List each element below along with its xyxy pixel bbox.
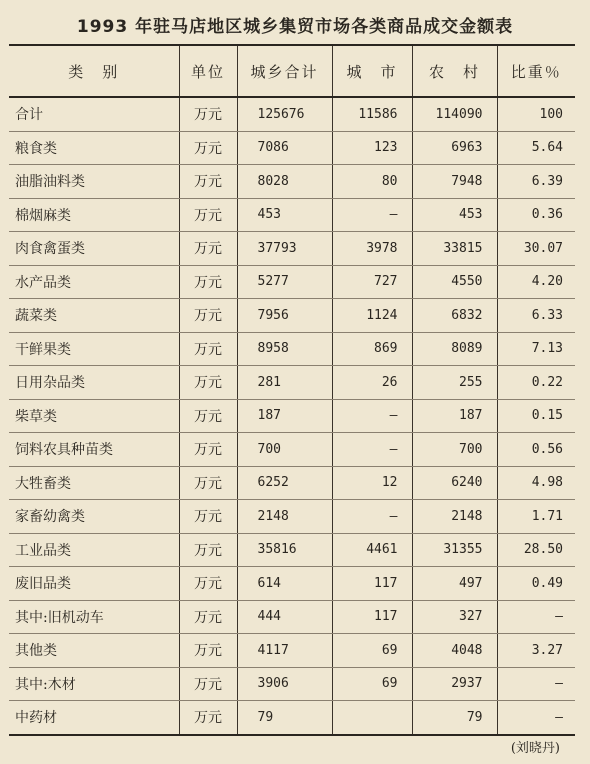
row-rural: 2937 <box>412 667 497 701</box>
row-ratio: — <box>497 600 575 634</box>
commodity-table <box>9 44 575 736</box>
row-total: 35816 <box>237 533 332 567</box>
row-total: 7956 <box>237 299 332 333</box>
row-category: 中药材 <box>9 701 179 735</box>
row-unit: 万元 <box>179 165 237 199</box>
table-row <box>9 500 575 534</box>
table-row <box>9 701 575 735</box>
table-row <box>9 399 575 433</box>
row-category: 水产品类 <box>9 265 179 299</box>
row-unit: 万元 <box>179 232 237 266</box>
row-unit: 万元 <box>179 97 237 131</box>
row-unit: 万元 <box>179 500 237 534</box>
row-rural: 6832 <box>412 299 497 333</box>
row-total: 453 <box>237 198 332 232</box>
row-city: 1124 <box>332 299 412 333</box>
row-category: 其他类 <box>9 634 179 668</box>
row-city: 69 <box>332 667 412 701</box>
table-row <box>9 131 575 165</box>
row-total: 6252 <box>237 466 332 500</box>
row-total: 187 <box>237 399 332 433</box>
row-rural: 79 <box>412 701 497 735</box>
row-total: 125676 <box>237 97 332 131</box>
row-unit: 万元 <box>179 667 237 701</box>
row-category: 棉烟麻类 <box>9 198 179 232</box>
row-unit: 万元 <box>179 533 237 567</box>
row-city: — <box>332 399 412 433</box>
row-city: 123 <box>332 131 412 165</box>
row-ratio: — <box>497 701 575 735</box>
row-total: 4117 <box>237 634 332 668</box>
row-unit: 万元 <box>179 433 237 467</box>
row-rural: 114090 <box>412 97 497 131</box>
row-unit: 万元 <box>179 131 237 165</box>
row-unit: 万元 <box>179 265 237 299</box>
table-row <box>9 634 575 668</box>
row-city: — <box>332 500 412 534</box>
row-city: 12 <box>332 466 412 500</box>
row-unit: 万元 <box>179 600 237 634</box>
row-category: 其中:旧机动车 <box>9 600 179 634</box>
row-total: 2148 <box>237 500 332 534</box>
row-total: 3906 <box>237 667 332 701</box>
table-row <box>9 533 575 567</box>
table-row <box>9 265 575 299</box>
header-rural: 农 村 <box>412 45 497 97</box>
row-city: 117 <box>332 567 412 601</box>
row-category: 饲料农具种苗类 <box>9 433 179 467</box>
table-row <box>9 332 575 366</box>
row-total: 8028 <box>237 165 332 199</box>
row-ratio: — <box>497 667 575 701</box>
row-total: 5277 <box>237 265 332 299</box>
row-ratio: 28.50 <box>497 533 575 567</box>
row-total: 79 <box>237 701 332 735</box>
table-row <box>9 567 575 601</box>
row-ratio: 7.13 <box>497 332 575 366</box>
row-rural: 7948 <box>412 165 497 199</box>
table-row <box>9 466 575 500</box>
row-category: 干鲜果类 <box>9 332 179 366</box>
row-unit: 万元 <box>179 466 237 500</box>
row-rural: 4048 <box>412 634 497 668</box>
row-category: 粮食类 <box>9 131 179 165</box>
table-body <box>9 97 575 735</box>
table-row <box>9 97 575 131</box>
table-row <box>9 299 575 333</box>
row-rural: 453 <box>412 198 497 232</box>
author-credit: (刘晓丹) <box>510 741 560 756</box>
row-category: 工业品类 <box>9 533 179 567</box>
row-unit: 万元 <box>179 634 237 668</box>
row-total: 444 <box>237 600 332 634</box>
row-city <box>332 701 412 735</box>
row-ratio: 0.36 <box>497 198 575 232</box>
row-city: 26 <box>332 366 412 400</box>
row-category: 油脂油料类 <box>9 165 179 199</box>
row-category: 大牲畜类 <box>9 466 179 500</box>
row-ratio: 0.15 <box>497 399 575 433</box>
row-unit: 万元 <box>179 198 237 232</box>
row-category: 肉食禽蛋类 <box>9 232 179 266</box>
header-ratio: 比重％ <box>497 45 575 97</box>
row-city: 869 <box>332 332 412 366</box>
row-city: — <box>332 433 412 467</box>
row-city: 4461 <box>332 533 412 567</box>
row-ratio: 4.98 <box>497 466 575 500</box>
row-city: 80 <box>332 165 412 199</box>
row-total: 37793 <box>237 232 332 266</box>
row-category: 柴草类 <box>9 399 179 433</box>
row-total: 614 <box>237 567 332 601</box>
row-ratio: 3.27 <box>497 634 575 668</box>
row-total: 700 <box>237 433 332 467</box>
row-rural: 6240 <box>412 466 497 500</box>
row-unit: 万元 <box>179 701 237 735</box>
row-ratio: 0.22 <box>497 366 575 400</box>
row-rural: 31355 <box>412 533 497 567</box>
row-city: 11586 <box>332 97 412 131</box>
row-rural: 187 <box>412 399 497 433</box>
row-ratio: 0.49 <box>497 567 575 601</box>
row-city: 117 <box>332 600 412 634</box>
row-total: 8958 <box>237 332 332 366</box>
header-unit: 单位 <box>179 45 237 97</box>
row-unit: 万元 <box>179 332 237 366</box>
row-total: 7086 <box>237 131 332 165</box>
table-row <box>9 198 575 232</box>
row-ratio: 100 <box>497 97 575 131</box>
row-city: 3978 <box>332 232 412 266</box>
table-row <box>9 433 575 467</box>
row-category: 家畜幼禽类 <box>9 500 179 534</box>
table-row <box>9 667 575 701</box>
row-city: 727 <box>332 265 412 299</box>
row-unit: 万元 <box>179 366 237 400</box>
row-category: 蔬菜类 <box>9 299 179 333</box>
header-category: 类 别 <box>9 45 179 97</box>
row-unit: 万元 <box>179 567 237 601</box>
row-ratio: 4.20 <box>497 265 575 299</box>
row-ratio: 5.64 <box>497 131 575 165</box>
row-rural: 700 <box>412 433 497 467</box>
table-row <box>9 165 575 199</box>
row-ratio: 6.33 <box>497 299 575 333</box>
row-ratio: 0.56 <box>497 433 575 467</box>
row-rural: 6963 <box>412 131 497 165</box>
table-row <box>9 366 575 400</box>
row-rural: 2148 <box>412 500 497 534</box>
table-row <box>9 600 575 634</box>
header-total: 城乡合计 <box>237 45 332 97</box>
row-category: 废旧品类 <box>9 567 179 601</box>
row-unit: 万元 <box>179 299 237 333</box>
row-city: 69 <box>332 634 412 668</box>
row-rural: 4550 <box>412 265 497 299</box>
row-unit: 万元 <box>179 399 237 433</box>
row-rural: 327 <box>412 600 497 634</box>
row-category: 其中:木材 <box>9 667 179 701</box>
row-rural: 497 <box>412 567 497 601</box>
row-rural: 8089 <box>412 332 497 366</box>
row-category: 合计 <box>9 97 179 131</box>
header-city: 城 市 <box>332 45 412 97</box>
page-title: 1993 年驻马店地区城乡集贸市场各类商品成交金额表 <box>76 17 514 37</box>
row-total: 281 <box>237 366 332 400</box>
row-rural: 255 <box>412 366 497 400</box>
table-header-row <box>9 45 575 97</box>
row-ratio: 30.07 <box>497 232 575 266</box>
row-category: 日用杂品类 <box>9 366 179 400</box>
table-row <box>9 232 575 266</box>
row-city: — <box>332 198 412 232</box>
row-ratio: 1.71 <box>497 500 575 534</box>
row-ratio: 6.39 <box>497 165 575 199</box>
row-rural: 33815 <box>412 232 497 266</box>
